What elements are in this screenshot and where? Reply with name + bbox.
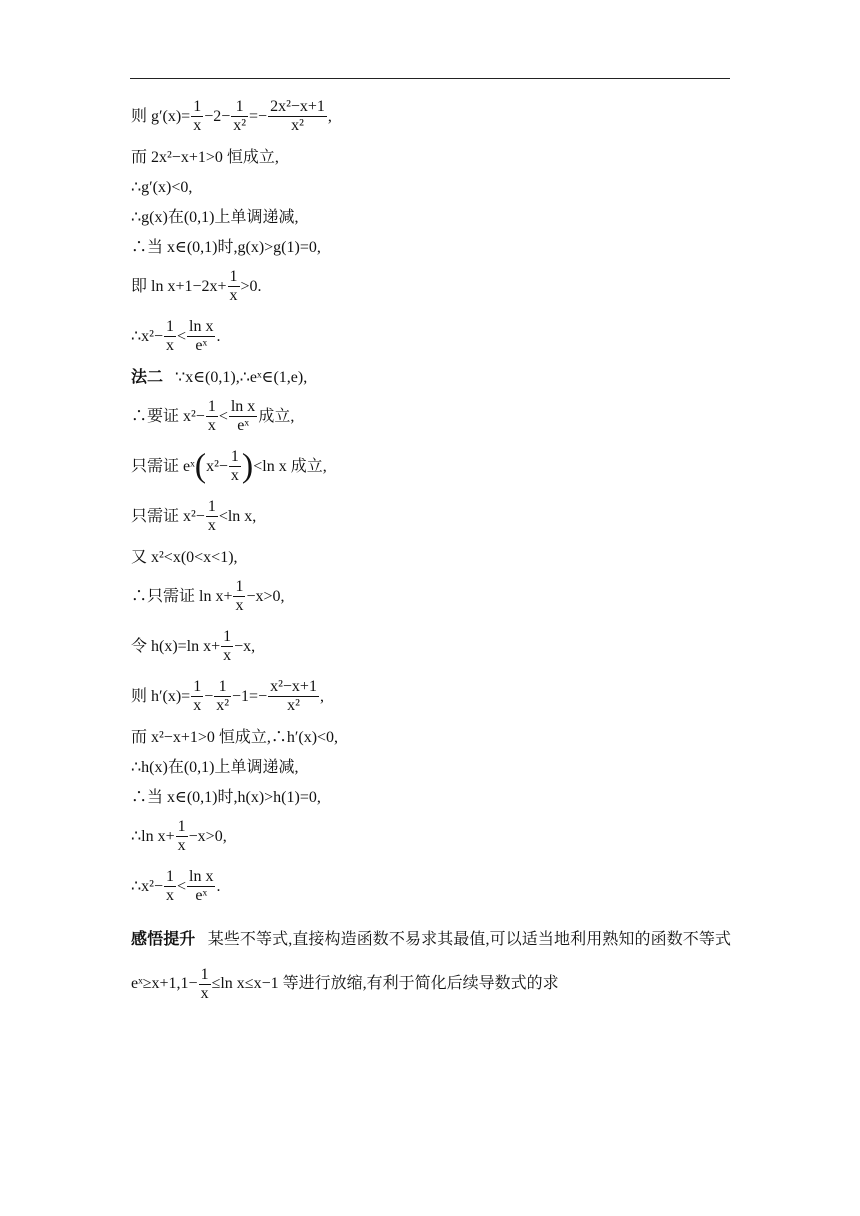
insight-paragraph: 感悟提升 某些不等式,直接构造函数不易求其最值,可以适当地利用熟知的函数不等式 eˣ≥x+1,1− $\frac{1}{x}$ ≤ln x≤x−1 等进行放缩,有利于简化后续导数式的求: [131, 931, 731, 1002]
fraction: $\frac{\text{x²−x+1}}{\text{x²}}$: [270, 678, 317, 714]
line-need-prove: 只需证 eˣ(x²− $\frac{1}{x}$ )<ln x 成立,: [131, 447, 327, 485]
insight-label: 感悟提升: [131, 931, 196, 948]
fraction: $\frac{1}{\text{x²}}$: [233, 98, 247, 134]
fraction: $\frac{1}{x}$: [166, 318, 174, 354]
fraction: $\frac{1}{x}$: [229, 268, 238, 304]
fraction: $\frac{1}{x}$: [200, 965, 209, 1002]
fraction: $\frac{1}{\text{x²}}$: [216, 678, 230, 714]
fraction: $\frac{1}{x}$: [193, 678, 202, 714]
fraction: $\frac{\text{2x²−x+1}}{\text{x²}}$: [270, 98, 325, 134]
method-label: 法二: [131, 369, 164, 387]
line-text: ∴当 x∈(0,1)时,g(x)>g(1)=0,: [131, 239, 321, 257]
line-need-prove: ∴只需证 ln x+ $\frac{1}{x}$ −x>0,: [131, 578, 285, 614]
fraction: $\frac{1}{x}$: [207, 398, 216, 434]
line-inequality: ∴ln x+ $\frac{1}{x}$ −x>0,: [131, 818, 227, 854]
line-need-prove: 只需证 x²− $\frac{1}{x}$ <ln x,: [131, 498, 257, 534]
header-rule: [130, 78, 730, 79]
solution-content: [131, 98, 731, 1006]
fraction: $\frac{\text{ln x}}{\text{eˣ}}$: [189, 868, 214, 904]
line-text: ∴当 x∈(0,1)时,h(x)>h(1)=0,: [131, 789, 321, 807]
fraction: $\frac{1}{x}$: [235, 578, 244, 614]
line-text: ∴g(x)在(0,1)上单调递减,: [131, 209, 299, 227]
line-text: ∴g′(x)<0,: [131, 179, 193, 197]
line-define-h: 令 h(x)=ln x+ $\frac{1}{x}$ −x,: [131, 628, 256, 664]
fraction: $\frac{1}{x}$: [193, 98, 202, 134]
fraction: $\frac{\text{ln x}}{\text{eˣ}}$: [230, 398, 256, 434]
line-to-prove: ∴要证 x²− $\frac{1}{x}$ < $\frac{\text{ln x}}{\text{eˣ}}$ 成立,: [131, 398, 295, 434]
fraction: $\frac{1}{x}$: [230, 448, 239, 484]
line-text: ∴h(x)在(0,1)上单调递减,: [131, 759, 299, 777]
fraction: $\frac{\text{ln x}}{\text{eˣ}}$: [189, 318, 214, 354]
line-inequality: 即 ln x+1−2x+ $\frac{1}{x}$ >0.: [131, 268, 262, 304]
line-g-derivative: 则 g′(x)= $\frac{1}{x}$ −2− $\frac{1}{\text{x²}}$ =− $\frac{\text{2x²−x+1}}{\text{x²}}$ ,: [131, 98, 332, 134]
method-two-line: 法二 ∵x∈(0,1),∴eˣ∈(1,e),: [131, 369, 308, 387]
fraction: $\frac{1}{x}$: [223, 628, 232, 664]
line-h-derivative: 则 h′(x)= $\frac{1}{x}$ − $\frac{1}{\text{x²}}$ −1=− $\frac{\text{x²−x+1}}{\text{x²}}$ ,: [131, 678, 324, 714]
fraction: $\frac{1}{x}$: [166, 868, 174, 904]
line-text: 又 x²<x(0<x<1),: [131, 549, 238, 567]
line-conclusion: ∴x²− $\frac{1}{x}$ < $\frac{\text{ln x}}{\text{eˣ}}$ .: [131, 868, 221, 904]
line-text: 而 2x²−x+1>0 恒成立,: [131, 149, 279, 167]
fraction: $\frac{1}{x}$: [207, 498, 216, 534]
fraction: $\frac{1}{x}$: [177, 818, 186, 854]
line-text: 而 x²−x+1>0 恒成立,∴h′(x)<0,: [131, 729, 339, 747]
line-conclusion: ∴x²− $\frac{1}{x}$ < $\frac{\text{ln x}}{\text{eˣ}}$ .: [131, 318, 221, 354]
